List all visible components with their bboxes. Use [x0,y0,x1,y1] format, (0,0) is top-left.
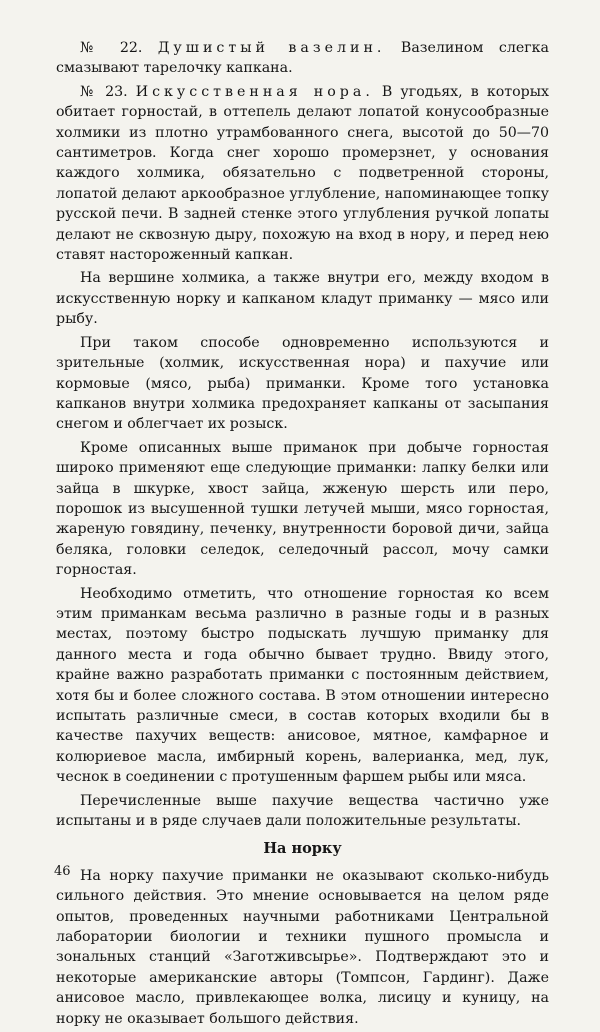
item-title-spaced: Душистый вазелин. [157,40,386,56]
paragraph-text: В угодьях, в которых обитает горностай, в оттепель делают лопатой конусообразные холмики из плотно утрамбованного снега, высотой до 50—70 сантиметров. Когда снег хорошо промерзнет, у основания каждого холмика, обязательно с подветренной стороны, лопатой делают аркообразное углубление, напоминающее топку русской печи. В задней стенке этого углубления ручкой лопаты делают не сквозную дыру, похожую на вход в нору, и перед нею ставят настороженный капкан. [56,83,549,264]
item-number: № 22. [80,40,158,56]
paragraph: При таком способе одновременно используются и зрительные (холмик, искусственная нора) и пахучие или кормовые (мясо, рыба) приманки. Кроме того установка капканов внутри холмика предохраняет капканы от засыпания снегом и облегчает их розыск. [56,334,549,433]
paragraph-22 [56,38,549,79]
paragraph-23 [56,82,549,266]
paragraph: Кроме описанных выше приманок при добыче горностая широко применяют еще следующие приманки: лапку белки или зайца в шкурке, хвост зайца, жженую шерсть или перо, порошок из высушенной тушки летучей мыши, мясо горностая, жареную говядину, печенку, внутренности боровой дичи, зайца беляка, головки селедок, селедочный рассол, мочу самки горностая. [56,439,549,579]
section-heading: На норку [263,840,342,858]
item-title-spaced: Искусственная нора. [135,83,374,100]
paragraph: На норку пахучие приманки не оказывают сколько-нибудь сильного действия. Это мнение основывается на целом ряде опытов, проведенных научными работниками Центральной лаборатории биологии и техники пушного промысла и зональных станций «Заготживсырье». Подтверждают это и некоторые американские авторы (Томпсон, Гардинг). Даже анисовое масло, привлекающее волка, лисицу и куницу, на норку не оказывает большого действия. [56,867,549,1027]
paragraph: Перечисленные выше пахучие вещества частично уже испытаны и в ряде случаев дали положительные результаты. [56,792,549,830]
paragraph: На вершине холмика, а также внутри его, между входом в искусственную норку и капканом кладут приманку — мясо или рыбу. [56,270,549,328]
paragraph: Необходимо отметить, что отношение горностая ко всем этим приманкам весьма различно в разные годы и в разных местах, поэтому быстро подыскать лучшую приманку для данного места и года обычно бывает трудно. Ввиду этого, крайне важно разработать приманки с постоянным действием, хотя бы и более сложного состава. В этом отношении интересно испытать различные смеси, в состав которых входили бы в качестве пахучих веществ: анисовое, мятное, камфарное и колюриевое масла, имбирный корень, валерианка, мед, лук, чеснок в соединении с протушенным фаршем рыбы или мяса. [56,585,549,786]
item-number: № 23. [80,83,136,100]
paragraph-text: Вазелином слегка смазывают тарелочку капкана. [56,40,549,77]
main-text [56,38,549,1032]
page-number: 46 [54,864,71,879]
